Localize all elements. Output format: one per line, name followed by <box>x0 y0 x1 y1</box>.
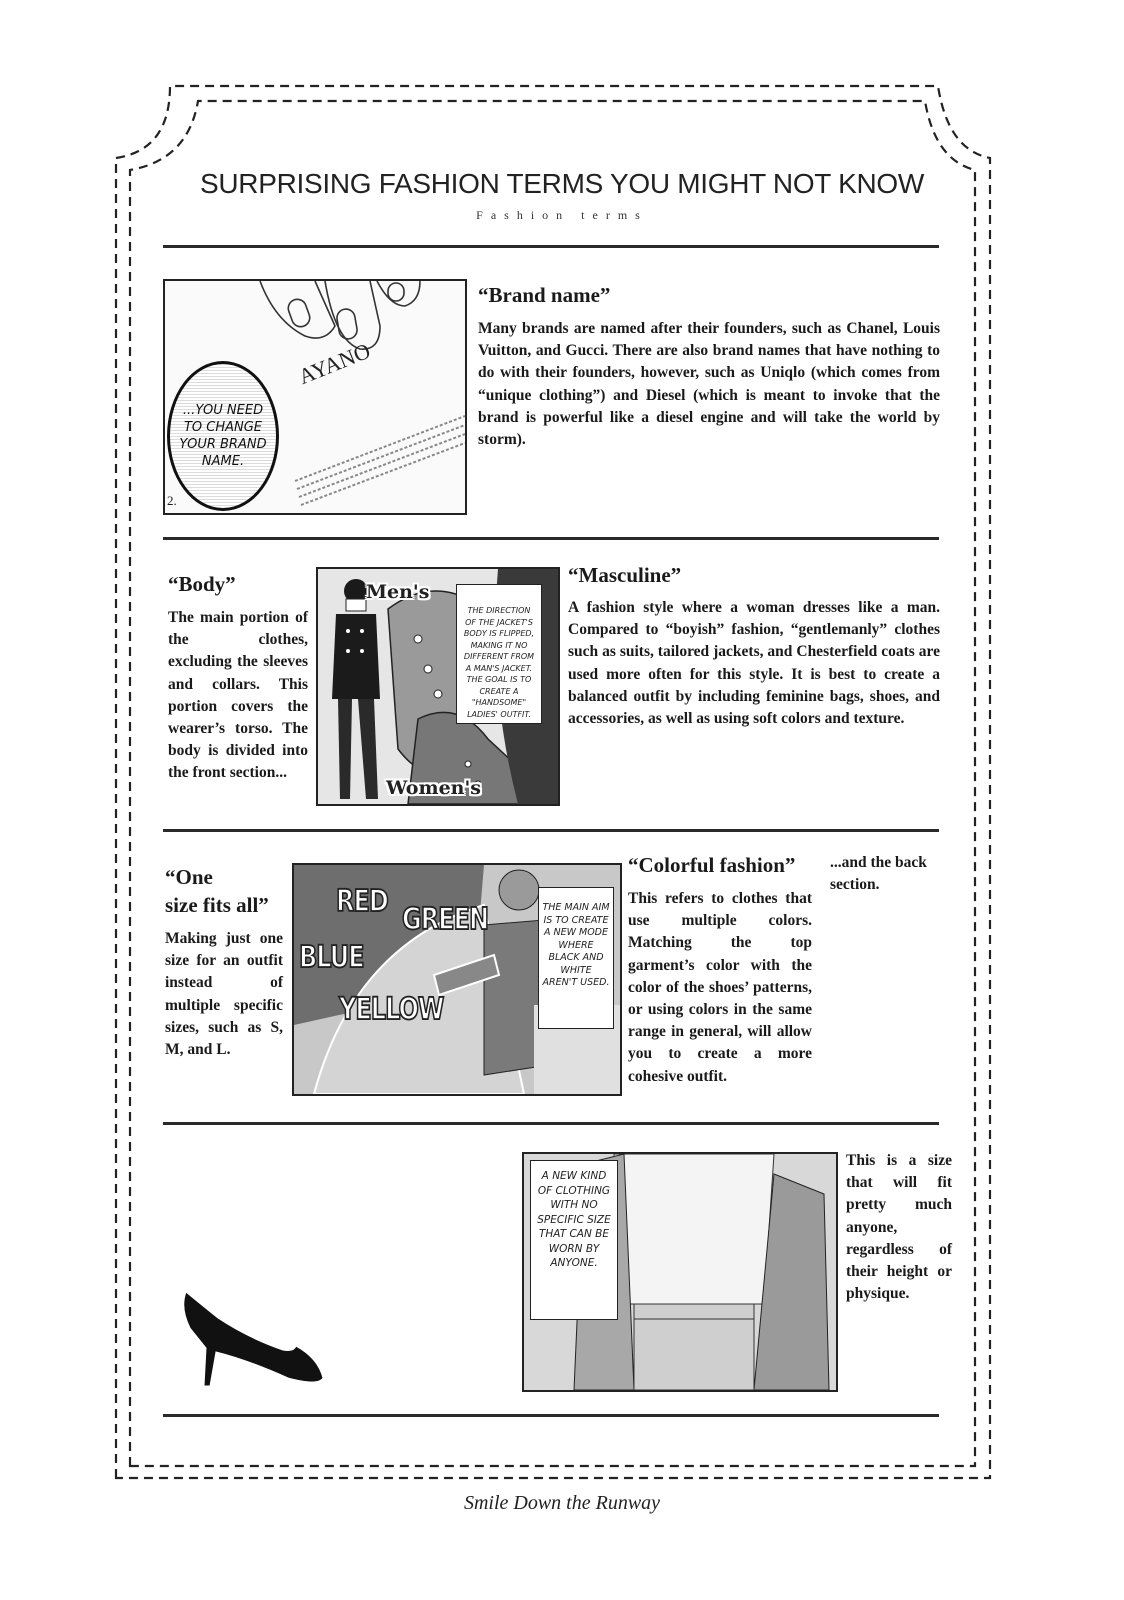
page-title: SURPRISING FASHION TERMS YOU MIGHT NOT KNOW <box>199 168 924 199</box>
body-heading: “Body” <box>168 572 236 596</box>
speech-bubble <box>167 361 279 511</box>
speech-bubble-text: ...YOU NEED TO CHANGE YOUR BRAND NAME. <box>179 403 267 469</box>
page-subtitle: Fashion terms <box>476 208 648 222</box>
panel-page-number: 2. <box>167 493 177 508</box>
masculine-description: A fashion style where a woman dresses like a man. Compared to “boyish” fashion, “gentlemanly” clothes such as suits, tailored jackets, and Chesterfield coats are used more often for this style. It is best to create a balanced outfit by including feminine bags, shoes, and accessories, as well as using soft colors and texture. <box>568 599 940 728</box>
body-description: The main portion of the clothes, excluding the sleeves and collars. This portion covers the wearer’s torso. The body is divided into the front section... <box>168 609 308 782</box>
one-size-heading-line2: size fits all” <box>165 893 269 917</box>
one-size-description-continued: This is a size that will fit pretty much anyone, regardless of their height or physique. <box>846 1152 952 1303</box>
brand-name-manga-panel <box>163 279 467 515</box>
masculine-heading: “Masculine” <box>568 563 682 587</box>
color-word-red: RED <box>336 883 388 919</box>
section-divider <box>163 1414 939 1417</box>
section-divider <box>163 537 939 540</box>
brand-name-heading: “Brand name” <box>478 283 611 307</box>
panel-caption: THE MAIN AIM IS TO CREATE A NEW MODE WHERE BLACK AND WHITE AREN'T USED. <box>538 887 614 1029</box>
panel-caption: THE DIRECTION OF THE JACKET'S BODY IS FLIPPED, MAKING IT NO DIFFERENT FROM A MAN'S JACKET. THE GOAL IS TO CREATE A "HANDSOME" LADIES' OUTFIT. <box>456 584 542 724</box>
colorful-heading: “Colorful fashion” <box>628 853 796 877</box>
brand-name-description: Many brands are named after their founders, such as Chanel, Louis Vuitton, and Gucci. There are also brand names that have nothing to do with their founders, however, such as Uniqlo (which comes from “unique clothing”) and Diesel (which is meant to invoke that the brand is powerful like a diesel engine and will take the world by storm). <box>478 320 940 449</box>
one-size-heading-line1: “One <box>165 865 213 889</box>
one-size-manga-panel <box>522 1152 838 1392</box>
section-divider <box>163 1122 939 1125</box>
body-manga-panel <box>316 567 560 806</box>
section-divider <box>163 829 939 832</box>
womens-label: Women's <box>386 777 481 799</box>
mens-label: Men's <box>366 581 430 603</box>
colorful-description: This refers to clothes that use multiple colors. Matching the top garment’s color with the color of the shoes’ patterns, or using colors in the same range in general, will allow you to create a more cohesive outfit. <box>628 890 812 1085</box>
colorful-manga-panel <box>292 863 622 1096</box>
one-size-description: Making just one size for an outfit instead of multiple specific sizes, such as S, M, and L. <box>165 930 283 1059</box>
high-heel-shoe-icon <box>178 1288 328 1388</box>
series-logo: Smile Down the Runway <box>463 1492 661 1514</box>
color-word-blue: BLUE <box>299 939 364 975</box>
section-divider <box>163 245 939 248</box>
paper-name-text: AYANO <box>294 337 374 390</box>
body-description-continued: ...and the back section. <box>830 854 927 894</box>
color-word-green: GREEN <box>402 901 489 937</box>
color-word-yellow: YELLOW <box>339 991 444 1027</box>
panel-caption: A NEW KIND OF CLOTHING WITH NO SPECIFIC SIZE THAT CAN BE WORN BY ANYONE. <box>530 1160 618 1320</box>
